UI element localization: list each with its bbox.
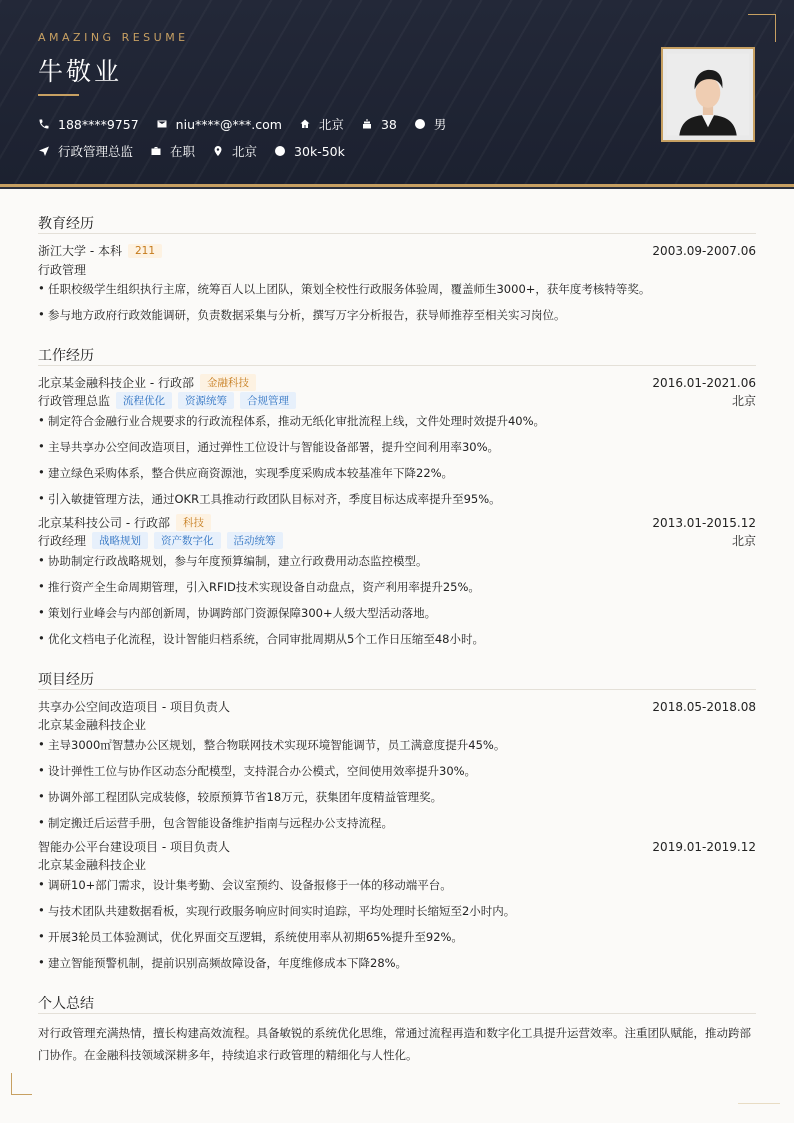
skill-tag: 战略规划 (92, 532, 148, 549)
education-major-row (38, 261, 756, 278)
skill-tag: 活动统筹 (227, 532, 283, 549)
target-position-text: 行政管理总监 (58, 144, 134, 159)
corner-decoration (738, 1103, 780, 1104)
section-rule (38, 365, 756, 366)
school-tag: 211 (128, 244, 162, 258)
section-title-education: 教育经历 (38, 216, 94, 232)
phone-item (38, 117, 139, 132)
list-item: • 协助制定行政战略规划，参与年度预算编制，建立行政费用动态监控模型。 (38, 553, 428, 568)
residence-text: 北京 (318, 117, 344, 132)
briefcase-icon (150, 145, 162, 157)
job-date: 2016.01-2021.06 (652, 375, 756, 390)
target-position-item (38, 142, 133, 160)
phone-icon (38, 118, 50, 130)
target-city-text: 北京 (232, 144, 258, 159)
section-title-work: 工作经历 (38, 348, 94, 364)
school-name: 浙江大学 - 本科 (38, 244, 122, 258)
job-role-row (38, 392, 756, 409)
job-role: 行政管理总监 (38, 394, 111, 408)
project-org-row (38, 716, 756, 733)
age-text: 38 (380, 116, 397, 132)
email-item (156, 117, 282, 132)
name-underline (38, 94, 79, 96)
contact-row (38, 115, 463, 133)
email-text: niu****@***.com (175, 116, 282, 132)
industry-tag: 金融科技 (200, 374, 256, 391)
job-date: 2013.01-2015.12 (652, 515, 756, 530)
residence-item (299, 115, 344, 133)
salary-text: 30k-50k (294, 143, 345, 159)
list-item: • 协调外部工程团队完成装修，较原预算节省18万元，获集团年度精益管理奖。 (38, 789, 443, 804)
list-item: • 制定符合金融行业合规要求的行政流程体系，推动无纸化审批流程上线，文件处理时效提升40%。 (38, 413, 546, 428)
project-date: 2019.01-2019.12 (652, 839, 756, 854)
mail-icon (156, 118, 168, 130)
section-rule (38, 233, 756, 234)
job-location: 北京 (731, 394, 756, 408)
job-header-row (38, 514, 756, 531)
list-item: • 制定搬迁后运营手册，包含智能设备维护指南与远程办公支持流程。 (38, 815, 393, 830)
candidate-name: 牛敬业 (38, 57, 123, 86)
industry-tag: 科技 (176, 514, 211, 531)
salary-item (274, 144, 345, 159)
list-item: • 策划行业峰会与内部创新周，协调跨部门资源保障300+人级大型活动落地。 (38, 605, 437, 620)
skill-tag: 资源统筹 (178, 392, 234, 409)
job-intent-row (38, 142, 362, 160)
location-pin-icon (212, 145, 224, 157)
gender-item (414, 115, 447, 133)
gender-icon (414, 118, 426, 130)
job-location: 北京 (731, 534, 756, 548)
section-title-summary: 个人总结 (38, 996, 94, 1012)
project-header-row (38, 698, 756, 715)
cake-icon (361, 118, 373, 130)
project-name: 智能办公平台建设项目 - 项目负责人 (38, 840, 230, 854)
list-item: • 任职校级学生组织执行主席，统筹百人以上团队，策划全校性行政服务体验周，覆盖师生3000+，获年度考核特等奖。 (38, 281, 651, 296)
corner-decoration (11, 1073, 32, 1095)
list-item: • 推行资产全生命周期管理，引入RFID技术实现设备自动盘点，资产利用率提升25%。 (38, 579, 480, 594)
section-rule (38, 1013, 756, 1014)
age-item (361, 117, 397, 132)
gender-text: 男 (433, 117, 447, 132)
major: 行政管理 (38, 263, 87, 277)
list-item: • 与技术团队共建数据看板，实现行政服务响应时间实时追踪，平均处理时长缩短至2小时内。 (38, 903, 516, 918)
list-item: • 主导3000㎡智慧办公区规划，整合物联网技术实现环境智能调节，员工满意度提升45%。 (38, 737, 506, 752)
phone-text: 188****9757 (58, 116, 139, 132)
list-item: • 建立绿色采购体系，整合供应商资源池，实现季度采购成本较基准年下降22%。 (38, 465, 454, 480)
corner-decoration (748, 14, 776, 42)
section-title-projects: 项目经历 (38, 672, 94, 688)
brand-label: AMAZING RESUME (38, 31, 189, 44)
list-item: • 设计弹性工位与协作区动态分配模型，支持混合办公模式，空间使用效率提升30%。 (38, 763, 477, 778)
skill-tag: 流程优化 (116, 392, 172, 409)
send-icon (38, 145, 50, 157)
summary-text: 对行政管理充满热情，擅长构建高效流程。具备敏锐的系统优化思维，常通过流程再造和数字化工具提升运营效率。注重团队赋能，推动跨部门协作。在金融科技领域深耕多年，持续追求行政管理的精细化与人性化。 (38, 1026, 751, 1062)
education-date: 2003.09-2007.06 (652, 243, 756, 258)
avatar (661, 47, 755, 142)
company-name: 北京某金融科技企业 - 行政部 (38, 376, 194, 390)
project-org-row (38, 856, 756, 873)
list-item: • 参与地方政府行政效能调研，负责数据采集与分析，撰写万字分析报告，获导师推荐至相关实习岗位。 (38, 307, 566, 322)
home-icon (299, 118, 311, 130)
project-org: 北京某金融科技企业 (38, 858, 147, 872)
education-header-row (38, 242, 756, 259)
status-text: 在职 (170, 144, 196, 159)
company-name: 北京某科技公司 - 行政部 (38, 516, 170, 530)
list-item: • 主导共享办公空间改造项目，通过弹性工位设计与智能设备部署，提升空间利用率30%。 (38, 439, 500, 454)
resume-header (0, 0, 794, 187)
avatar-portrait (667, 53, 749, 136)
job-header-row (38, 374, 756, 391)
status-item (150, 142, 195, 160)
list-item: • 引入敏捷管理方法，通过OKR工具推动行政团队目标对齐，季度目标达成率提升至95%。 (38, 491, 501, 506)
salary-icon (274, 145, 286, 157)
list-item: • 优化文档电子化流程，设计智能归档系统，合同审批周期从5个工作日压缩至48小时。 (38, 631, 484, 646)
project-org: 北京某金融科技企业 (38, 718, 147, 732)
list-item: • 开展3轮员工体验测试，优化界面交互逻辑，系统使用率从初期65%提升至92%。 (38, 929, 463, 944)
skill-tag: 合规管理 (240, 392, 296, 409)
list-item: • 建立智能预警机制，提前识别高频故障设备，年度维修成本下降28%。 (38, 955, 408, 970)
list-item: • 调研10+部门需求，设计集考勤、会议室预约、设备报修于一体的移动端平台。 (38, 877, 452, 892)
target-city-item (212, 142, 257, 160)
section-rule (38, 689, 756, 690)
skill-tag: 资产数字化 (154, 532, 221, 549)
project-name: 共享办公空间改造项目 - 项目负责人 (38, 700, 230, 714)
job-role-row (38, 532, 756, 549)
project-date: 2018.05-2018.08 (652, 699, 756, 714)
header-divider (0, 187, 794, 189)
job-role: 行政经理 (38, 534, 87, 548)
project-header-row (38, 838, 756, 855)
